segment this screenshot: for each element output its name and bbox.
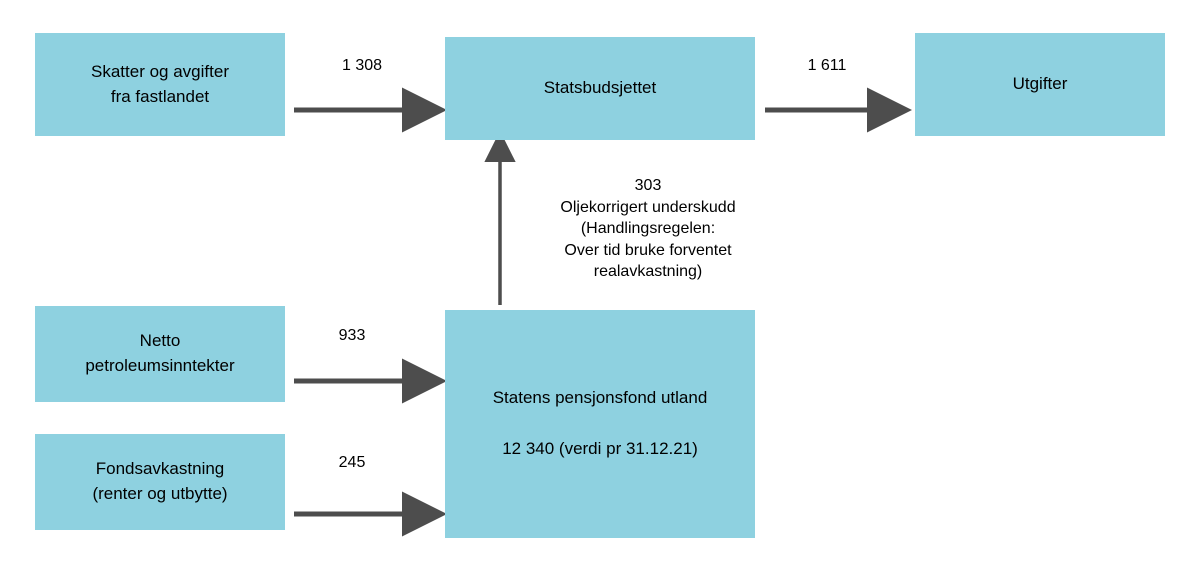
node-netto-line-1: Netto [139,331,181,351]
node-spu-value: 12 340 (verdi pr 31.12.21) [502,439,698,458]
flow-label-skatter-to-statsbudsjettet: 1 308 [341,57,383,74]
flow-label-statsbudsjettet-to-utgifter: 1 611 [807,57,847,74]
node-skatter-line-1: Skatter og avgifter [91,61,229,81]
node-utgifter [915,33,1165,136]
flow-label-303-line-5: realavkastning) [593,263,703,281]
node-netto-petroleumsinntekter [35,306,285,402]
node-skatter-line-2: fra fastlandet [110,86,210,106]
flow-label-303-line-2: Oljekorrigert underskudd [560,198,736,216]
node-statens-pensjonsfond-utland [445,310,755,538]
node-statsbudsjettet-label: Statsbudsjettet [543,78,657,98]
flow-label-303-line-4: Over tid bruke forventet [564,241,732,259]
node-statsbudsjettet [445,37,755,140]
flow-label-fondsavkastning-to-spu: 245 [338,454,366,471]
flow-label-303-line-3: (Handlingsregelen: [580,220,716,238]
flow-label-spu-to-statsbudsjettet [528,175,768,283]
flow-label-netto-to-spu: 933 [338,327,366,344]
node-netto-line-2: petroleumsinntekter [85,356,235,375]
node-spu-title: Statens pensjonsfond utland [492,388,708,408]
node-fondsavkastning-line-2: (renter og utbytte) [92,484,228,503]
node-fondsavkastning [35,434,285,530]
node-skatter-og-avgifter [35,33,285,136]
flow-label-303-line-1: 303 [634,177,662,194]
node-fondsavkastning-line-1: Fondsavkastning [95,459,225,479]
node-utgifter-label: Utgifter [1012,74,1068,94]
